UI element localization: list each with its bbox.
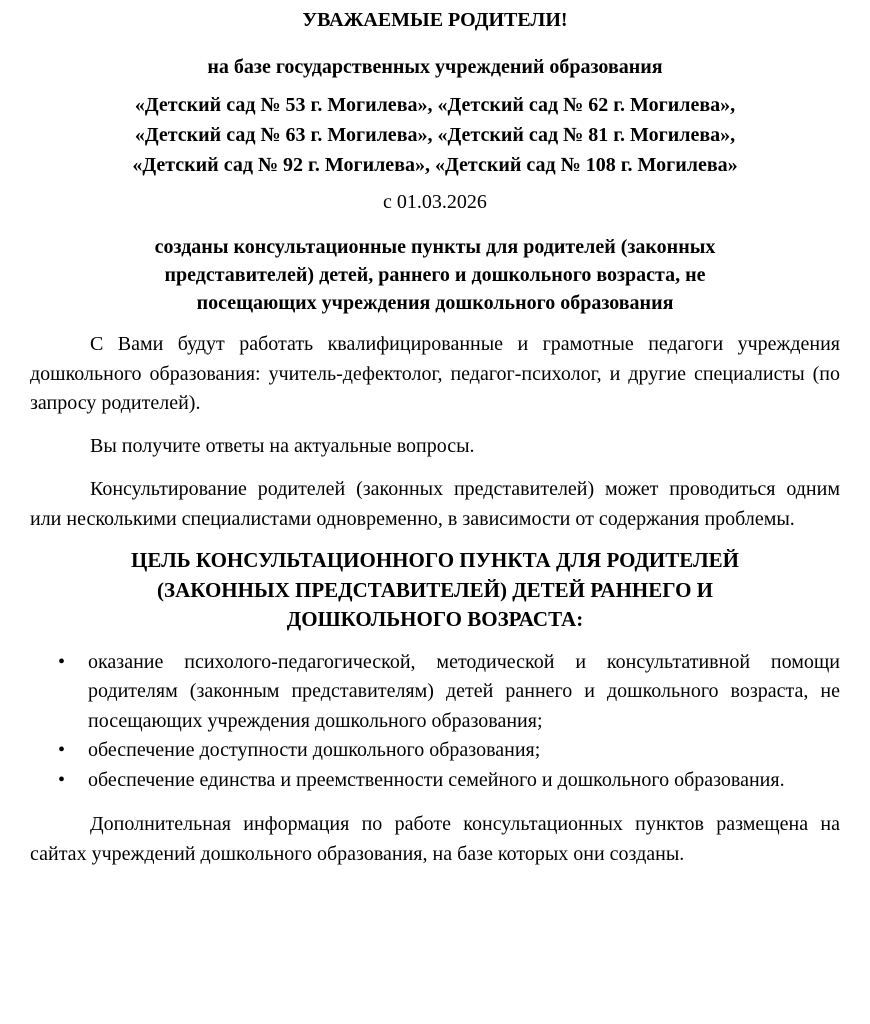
goal-heading-line: ЦЕЛЬ КОНСУЛЬТАЦИОННОГО ПУНКТА ДЛЯ РОДИТЕЛЕЙ [131,548,739,572]
goal-heading-line: (ЗАКОННЫХ ПРЕДСТАВИТЕЛЕЙ) ДЕТЕЙ РАННЕГО И [157,577,713,602]
start-date: с 01.03.2026 [383,191,487,213]
bullet-icon: • [58,739,66,761]
page-title: УВАЖАЕМЫЕ РОДИТЕЛИ! [302,9,568,31]
created-line: представителей) детей, раннего и дошкольного возраста, не [164,264,706,286]
list-item [30,648,840,737]
created-notice [30,233,840,317]
kindergarten-list [30,90,840,180]
created-line: посещающих учреждения дошкольного образования [196,292,674,314]
goal-heading-line: ДОШКОЛЬНОГО ВОЗРАСТА: [286,607,584,631]
goals-list [30,648,840,796]
goal-text: обеспечение единства и преемственности семейного и дошкольного образования. [88,768,785,791]
subtitle: на базе государственных учреждений образования [207,56,663,78]
bullet-icon: • [58,768,66,791]
kindergarten-line: «Детский сад № 63 г. Могилева», «Детский сад № 81 г. Могилева», [134,124,736,146]
goal-text: оказание психолого-педагогической, методической и консультативной помощи родителям (законным представителям) детей раннего и дошкольного возраста, не посещающих учреждения дошкольного образования; [88,650,840,732]
created-line: созданы консультационные пункты для родителей (законных [154,236,716,258]
specialists-paragraph: С Вами будут работать квалифицированные и грамотные педагоги учреждения дошкольного образования: учитель-дефектолог, педагог-психолог, и другие специалисты (по запросу родителей). [30,333,840,414]
list-item [30,766,840,796]
bullet-icon: • [58,650,66,673]
list-item [30,736,840,766]
document-page [30,0,840,869]
goal-text: обеспечение доступности дошкольного образования; [88,739,541,761]
consulting-paragraph: Консультирование родителей (законных представителей) может проводиться одним или несколькими специалистами одновременно, в зависимости от содержания проблемы. [30,478,840,530]
additional-info-paragraph: Дополнительная информация по работе консультационных пунктов размещена на сайтах учреждений дошкольного образования, на базе которых они созданы. [30,813,840,865]
kindergarten-line: «Детский сад № 92 г. Могилева», «Детский сад № 108 г. Могилева» [132,154,738,176]
answers-paragraph: Вы получите ответы на актуальные вопросы. [90,434,475,457]
goal-heading [30,546,840,635]
kindergarten-line: «Детский сад № 53 г. Могилева», «Детский сад № 62 г. Могилева», [134,94,736,116]
